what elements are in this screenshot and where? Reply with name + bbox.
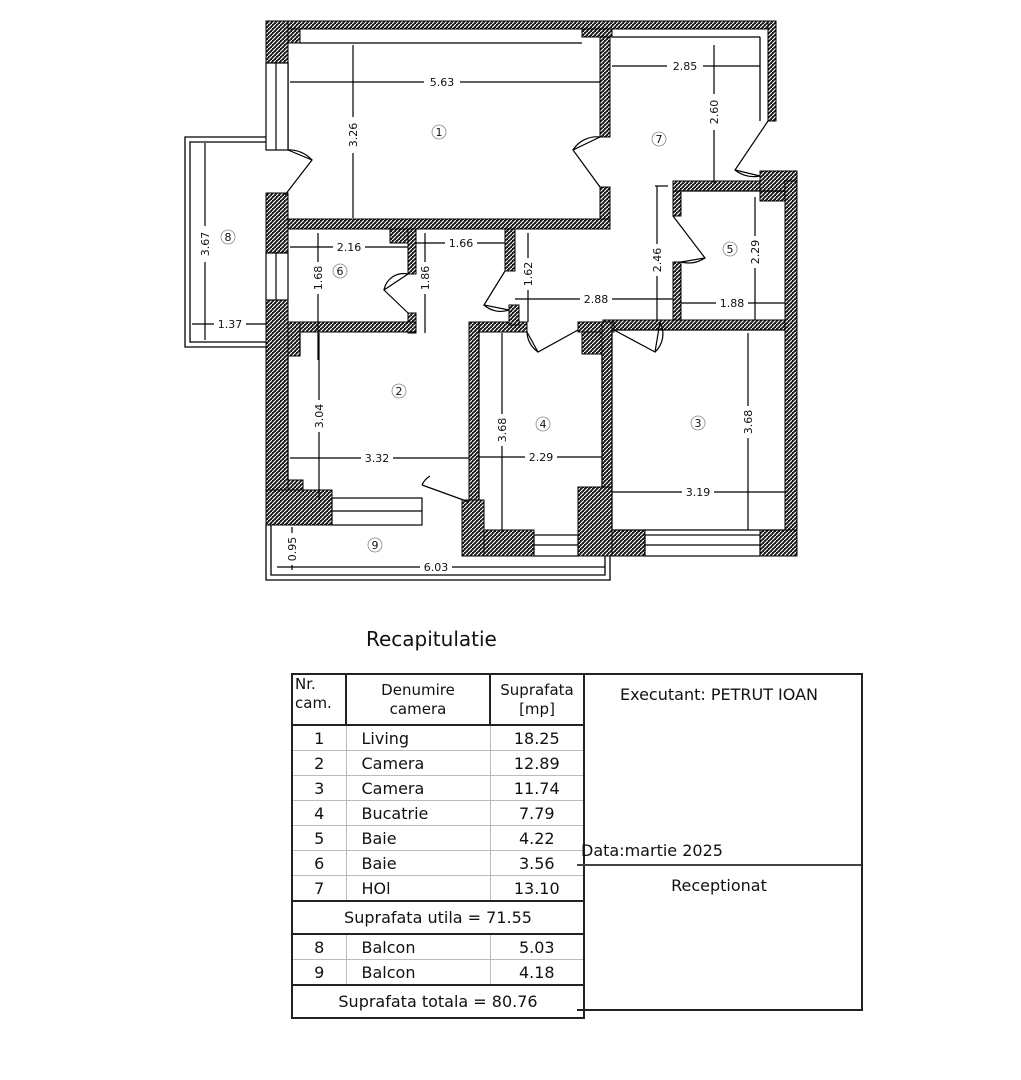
dim-6-03: 6.03 [423, 561, 449, 574]
row-area: 3.56 [490, 851, 584, 876]
header-name-line1: Denumire [381, 680, 455, 699]
title-block-top [577, 675, 861, 866]
dim-2-85: 2.85 [672, 60, 698, 73]
header-area-line2: [mp] [519, 699, 555, 718]
row-area: 5.03 [490, 934, 584, 960]
dim-1-68: 1.68 [312, 265, 325, 291]
header-nr-line1: Nr. [295, 675, 316, 693]
row-area: 12.89 [490, 751, 584, 776]
header-area-line1: Suprafata [500, 680, 574, 699]
row-nr: 3 [292, 776, 346, 801]
room-number-4: 4 [539, 418, 547, 431]
row-name: Baie [346, 826, 490, 851]
dim-3-04: 3.04 [313, 403, 326, 429]
table-row [292, 826, 584, 851]
table-row [292, 851, 584, 876]
recap-header-row [292, 674, 584, 725]
row-area: 7.79 [490, 801, 584, 826]
date-label: Data:martie 2025 [581, 841, 723, 860]
room-number-9: 9 [371, 539, 379, 552]
total-area: Suprafata totala = 80.76 [292, 985, 584, 1018]
row-name: Camera [346, 776, 490, 801]
dim-2-29-kitchen: 2.29 [528, 451, 554, 464]
dim-1-66: 1.66 [448, 237, 474, 250]
room-number-3: 3 [694, 417, 702, 430]
row-name: Balcon [346, 934, 490, 960]
row-area: 4.22 [490, 826, 584, 851]
dim-3-67: 3.67 [199, 231, 212, 257]
row-nr: 8 [292, 934, 346, 960]
row-name: Balcon [346, 960, 490, 986]
dim-1-86: 1.86 [419, 265, 432, 291]
recap-table [291, 673, 585, 1019]
useful-area-total: Suprafata utila = 71.55 [292, 901, 584, 934]
title-block [577, 673, 863, 1011]
table-row [292, 960, 584, 986]
dim-3-26: 3.26 [347, 122, 360, 148]
header-area [490, 674, 584, 725]
table-row [292, 801, 584, 826]
room-number-7: 7 [655, 133, 663, 146]
dim-1-62: 1.62 [522, 261, 535, 287]
recap-title: Recapitulatie [366, 627, 497, 651]
table-row [292, 876, 584, 902]
dim-5-63: 5.63 [429, 76, 455, 89]
header-name [346, 674, 490, 725]
table-row [292, 725, 584, 751]
header-nr-line2: cam. [295, 694, 332, 712]
room-number-1: 1 [435, 126, 443, 139]
row-nr: 2 [292, 751, 346, 776]
table-row [292, 751, 584, 776]
row-nr: 7 [292, 876, 346, 902]
row-name: HOl [346, 876, 490, 902]
table-row [292, 776, 584, 801]
table-row [292, 934, 584, 960]
dim-2-60: 2.60 [708, 99, 721, 125]
row-nr: 4 [292, 801, 346, 826]
room-number-6: 6 [336, 265, 344, 278]
row-nr: 6 [292, 851, 346, 876]
row-area: 18.25 [490, 725, 584, 751]
header-name-line2: camera [389, 699, 447, 718]
row-name: Bucatrie [346, 801, 490, 826]
executant-label: Executant: PETRUT IOAN [620, 685, 818, 704]
dim-3-68-kitchen: 3.68 [496, 417, 509, 443]
dim-1-37: 1.37 [217, 318, 243, 331]
doors [285, 121, 768, 502]
dim-2-16: 2.16 [336, 241, 362, 254]
dim-2-88: 2.88 [583, 293, 609, 306]
dim-2-29-bath: 2.29 [749, 239, 762, 265]
row-name: Living [346, 725, 490, 751]
row-name: Baie [346, 851, 490, 876]
row-area: 4.18 [490, 960, 584, 986]
total-area-row [292, 985, 584, 1018]
dim-2-46: 2.46 [651, 247, 664, 273]
row-nr: 9 [292, 960, 346, 986]
dim-3-68-room: 3.68 [742, 409, 755, 435]
dim-3-19: 3.19 [685, 486, 711, 499]
dim-0-95: 0.95 [286, 536, 299, 562]
useful-area-row [292, 901, 584, 934]
row-name: Camera [346, 751, 490, 776]
row-area: 11.74 [490, 776, 584, 801]
received-label: Receptionat [671, 876, 767, 895]
row-nr: 5 [292, 826, 346, 851]
row-nr: 1 [292, 725, 346, 751]
room-number-8: 8 [224, 231, 232, 244]
row-area: 13.10 [490, 876, 584, 902]
dim-3-32: 3.32 [364, 452, 390, 465]
header-nr [292, 674, 346, 725]
dim-1-88: 1.88 [719, 297, 745, 310]
room-number-5: 5 [726, 243, 734, 256]
room-number-2: 2 [395, 385, 403, 398]
